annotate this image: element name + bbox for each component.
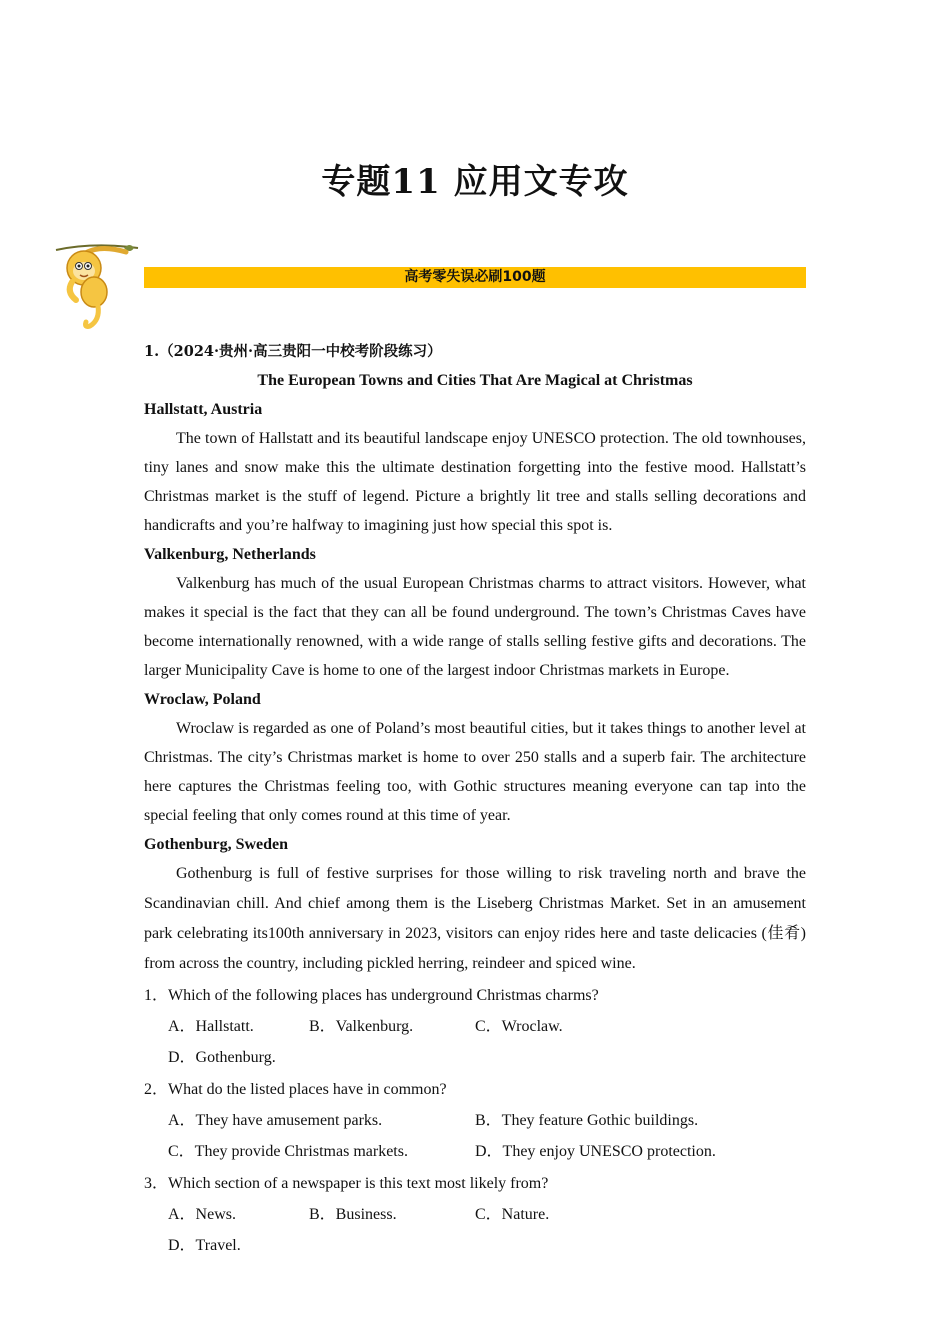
option-group	[144, 1105, 806, 1167]
banner: 高考零失误必刷100题	[144, 267, 806, 288]
section-heading: Valkenburg, Netherlands	[144, 546, 316, 563]
page-title: 专题11 应用文专攻	[321, 162, 629, 202]
question-stem: 3．Which section of a newspaper is this text most likely from?	[144, 1175, 549, 1192]
option: D．They enjoy UNESCO protection.	[475, 1143, 716, 1160]
option: D．Travel.	[168, 1237, 241, 1254]
question-stem: 2．What do the listed places have in common?	[144, 1081, 447, 1098]
option: C．They provide Christmas markets.	[168, 1143, 408, 1160]
option: C．Wroclaw.	[475, 1018, 563, 1035]
monkey-mascot-icon	[54, 240, 140, 330]
section-heading: Gothenburg, Sweden	[144, 836, 289, 853]
section-paragraph: Valkenburg has much of the usual European Christmas charms to attract visitors. However, what makes it special is the fact that they can all be found underground. The town’s Christmas Caves have become internationally renowned, with a wide range of stalls selling festive gifts and decorations. The larger Municipality Cave is home to one of the largest indoor Christmas markets in Europe.	[144, 575, 806, 679]
option: A．They have amusement parks.	[168, 1112, 383, 1129]
document-body	[144, 337, 806, 1261]
option: A．News.	[168, 1206, 236, 1223]
question-source: 1.（2024·贵州·高三贵阳一中校考阶段练习）	[144, 343, 442, 360]
option: B．They feature Gothic buildings.	[475, 1112, 699, 1129]
option: A．Hallstatt.	[168, 1018, 254, 1035]
article-title: The European Towns and Cities That Are Magical at Christmas	[257, 372, 693, 389]
option: D．Gothenburg.	[168, 1049, 276, 1066]
option: B．Business.	[309, 1206, 397, 1223]
question-stem: 1．Which of the following places has underground Christmas charms?	[144, 987, 599, 1004]
section-paragraph: Wroclaw is regarded as one of Poland’s most beautiful cities, but it takes things to another level at Christmas. The city’s Christmas market is home to over 250 stalls and a superb fair. The architecture here captures the Christmas feeling too, with Gothic structures meaning everyone can tap into the special feeling that only comes round at this time of year.	[144, 720, 806, 824]
option-group	[144, 1199, 806, 1261]
option-group	[144, 1011, 806, 1073]
option: C．Nature.	[475, 1206, 550, 1223]
option: B．Valkenburg.	[309, 1018, 414, 1035]
section-heading: Wroclaw, Poland	[144, 691, 261, 708]
section-paragraph: The town of Hallstatt and its beautiful landscape enjoy UNESCO protection. The old townhouses, tiny lanes and snow make this the ultimate destination forgetting into the festive mood. Hallstatt’s Christmas market is the stuff of legend. Picture a brightly lit tree and stalls selling decorations and handicrafts and you’re halfway to imagining just how special this spot is.	[144, 430, 806, 534]
section-heading: Hallstatt, Austria	[144, 401, 263, 418]
section-paragraph: Gothenburg is full of festive surprises for those willing to risk traveling north and brave the Scandinavian chill. And chief among them is the Liseberg Christmas Market. Set in an amusement park celebrating its100th anniversary in 2023, visitors can enjoy rides here and taste delicacies (佳肴) from across the country, including pickled herring, reindeer and spiced wine.	[144, 865, 806, 972]
